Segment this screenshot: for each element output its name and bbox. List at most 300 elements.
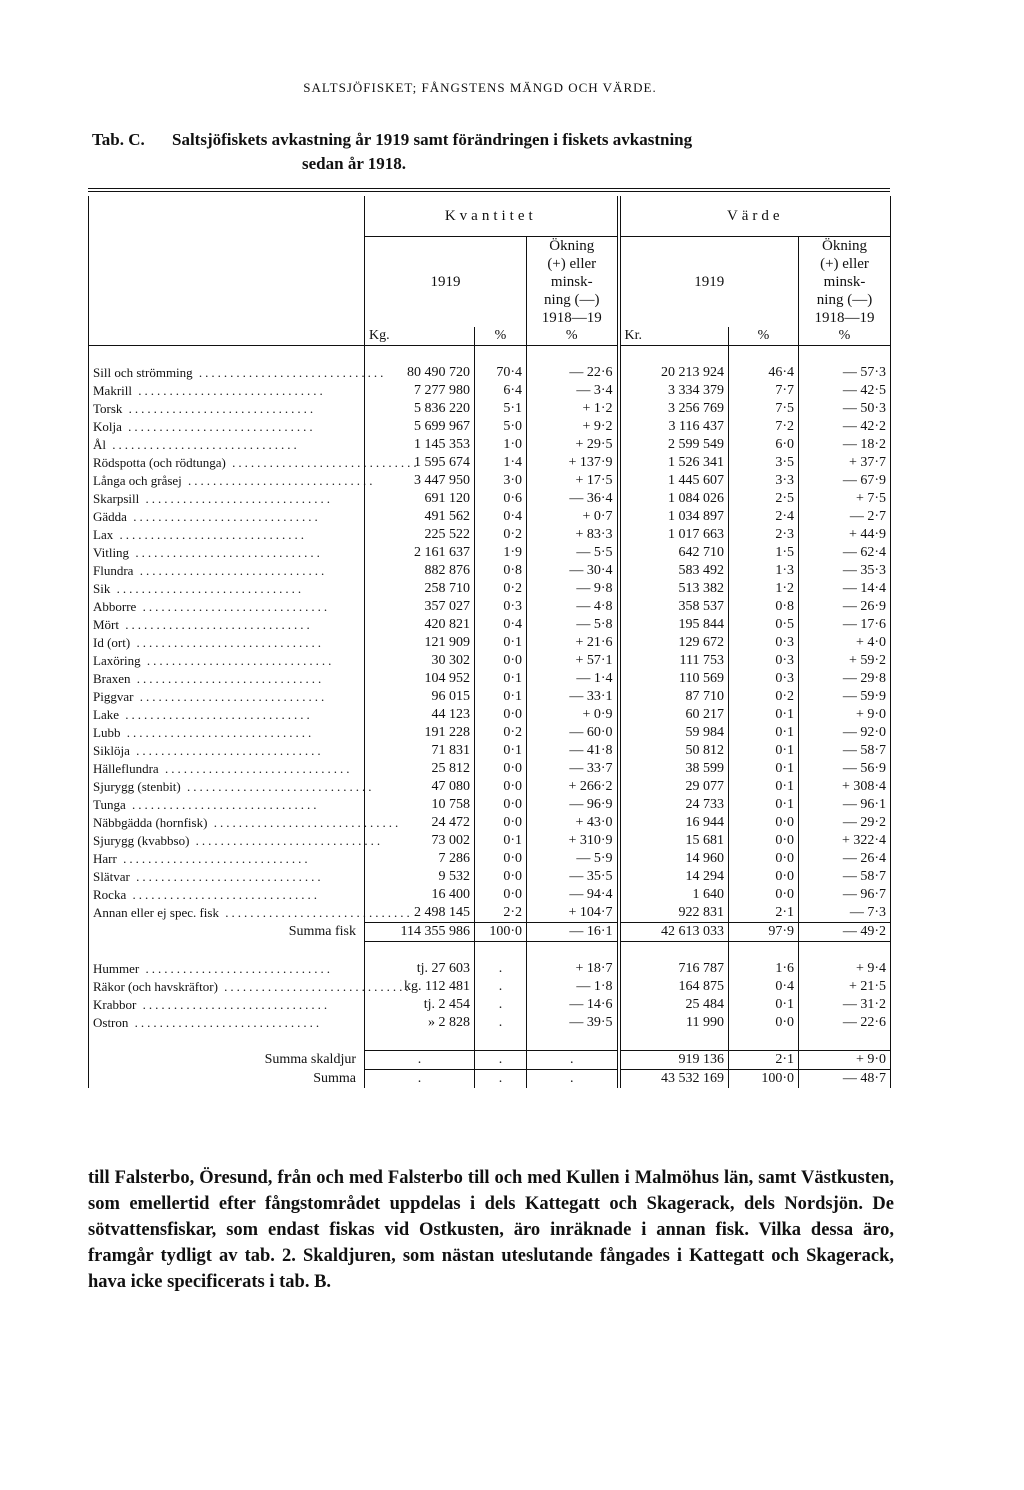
row-kr-pct: 3·5 <box>729 454 799 472</box>
fish-row <box>89 634 891 652</box>
leader-dots: .............................. <box>118 707 313 722</box>
row-kr: 195 844 <box>619 616 729 634</box>
row-kg: 104 952 <box>365 670 475 688</box>
row-kg-pct: . <box>475 996 527 1014</box>
leader-dots: .............................. <box>125 797 320 812</box>
row-kr-pct: 0·5 <box>729 616 799 634</box>
header-blank <box>89 327 365 346</box>
table-caption <box>92 128 892 176</box>
leader-dots: .............................. <box>116 851 311 866</box>
row-kr-pct: 0·8 <box>729 598 799 616</box>
gap-row <box>89 1032 891 1051</box>
row-kr-change: + 7·5 <box>799 490 891 508</box>
row-kr-change: — 35·3 <box>799 562 891 580</box>
row-kg: 73 002 <box>365 832 475 850</box>
row-kg: 47 080 <box>365 778 475 796</box>
row-kg: tj. 2 454 <box>365 996 475 1014</box>
leader-dots: .............................. <box>128 1015 323 1030</box>
row-kg-change: + 266·2 <box>527 778 619 796</box>
row-kg-change: + 310·9 <box>527 832 619 850</box>
row-kg-pct: 0·0 <box>475 652 527 670</box>
row-name-text: Sjurygg (kvabbso) <box>93 833 190 848</box>
row-name-text: Lax <box>93 527 114 542</box>
row-kg: 191 228 <box>365 724 475 742</box>
row-name-text: Ål <box>93 437 106 452</box>
row-name-text: Sjurygg (stenbit) <box>93 779 181 794</box>
row-kg-change: — 96·9 <box>527 796 619 814</box>
fish-row <box>89 490 891 508</box>
row-name-text: Harr <box>93 851 117 866</box>
row-kg-change: + 21·6 <box>527 634 619 652</box>
row-kr: 1 034 897 <box>619 508 729 526</box>
row-kg-change: + 1·2 <box>527 400 619 418</box>
fish-row <box>89 400 891 418</box>
row-kg-change: — 41·8 <box>527 742 619 760</box>
header-kvantitet-change <box>527 237 619 328</box>
row-kr-pct: 0·1 <box>729 760 799 778</box>
row-kr-change: + 59·2 <box>799 652 891 670</box>
row-kr: 15 681 <box>619 832 729 850</box>
row-kr: 60 217 <box>619 706 729 724</box>
row-name-text: Abborre <box>93 599 137 614</box>
row-kr-change: — 26·4 <box>799 850 891 868</box>
row-kg-pct: 5·1 <box>475 400 527 418</box>
row-name-text: Laxöring <box>93 653 141 668</box>
leader-dots: .............................. <box>136 599 331 614</box>
row-kg: 16 400 <box>365 886 475 904</box>
fish-row <box>89 724 891 742</box>
row-kg-change: + 0·9 <box>527 706 619 724</box>
row-kr-pct: 7·7 <box>729 382 799 400</box>
fish-row <box>89 508 891 526</box>
summa-skaldjur-kg-pct: . <box>475 1051 527 1070</box>
row-kr-change: + 9·4 <box>799 960 891 978</box>
row-kr: 111 753 <box>619 652 729 670</box>
row-name <box>89 814 402 832</box>
row-kg-pct: 0·1 <box>475 832 527 850</box>
row-kg: 5 836 220 <box>365 400 475 418</box>
summa-skaldjur-kr: 919 136 <box>619 1051 729 1070</box>
leader-dots: .............................. <box>140 653 335 668</box>
fish-row <box>89 904 891 923</box>
catch-table <box>88 196 891 1088</box>
row-kg-pct: 0·4 <box>475 616 527 634</box>
row-kr-pct: 0·1 <box>729 724 799 742</box>
row-kg-change: — 4·8 <box>527 598 619 616</box>
row-name-text: Gädda <box>93 509 127 524</box>
change-label-3: minsk- <box>550 274 593 290</box>
row-kg-pct: 0·1 <box>475 670 527 688</box>
unit-kg-change-pct: % <box>527 327 619 346</box>
change-label-2: (+) eller <box>820 256 869 272</box>
row-kg-change: — 3·4 <box>527 382 619 400</box>
row-name-text: Krabbor <box>93 997 137 1012</box>
fish-row <box>89 526 891 544</box>
fish-row <box>89 544 891 562</box>
header-varde: Värde <box>619 196 891 237</box>
leader-dots: .............................. <box>139 491 333 506</box>
summa-row <box>89 1070 891 1089</box>
row-kg: 357 027 <box>365 598 475 616</box>
fish-row <box>89 688 891 706</box>
row-kg: 10 758 <box>365 796 475 814</box>
row-kg-change: — 94·4 <box>527 886 619 904</box>
row-kr-pct: 0·0 <box>729 868 799 886</box>
row-kg-pct: 0·0 <box>475 706 527 724</box>
row-kr-change: + 21·5 <box>799 978 891 996</box>
change-label-1: Ökning <box>549 238 595 254</box>
header-gap-row <box>89 346 891 365</box>
row-name-text: Sik <box>93 581 111 596</box>
summa-fisk-kg-pct: 100·0 <box>475 923 527 942</box>
leader-dots: .............................. <box>181 473 376 488</box>
row-kr: 87 710 <box>619 688 729 706</box>
summa-skaldjur-kg-change: . <box>527 1051 619 1070</box>
row-name <box>89 850 365 868</box>
row-name <box>89 634 365 652</box>
row-kg-pct: 2·2 <box>475 904 527 923</box>
row-kg: tj. 27 603 <box>365 960 475 978</box>
fish-rows <box>89 364 891 923</box>
row-name-text: Sill och strömming <box>93 365 193 380</box>
row-kr-change: + 4·0 <box>799 634 891 652</box>
summa-skaldjur-label: Summa skaldjur <box>89 1051 365 1070</box>
row-kg: 1 595 674 <box>365 454 475 472</box>
leader-dots: .............................. <box>218 905 413 921</box>
row-kr-change: — 18·2 <box>799 436 891 454</box>
row-kg-pct: 0·6 <box>475 490 527 508</box>
row-kg-pct: 0·3 <box>475 598 527 616</box>
row-name-text: Tunga <box>93 797 126 812</box>
row-kr-change: — 26·9 <box>799 598 891 616</box>
summa-skaldjur-kr-change: + 9·0 <box>799 1051 891 1070</box>
row-kg-change: — 30·4 <box>527 562 619 580</box>
row-kr-pct: 0·0 <box>729 832 799 850</box>
row-name <box>89 724 365 742</box>
leader-dots: .............................. <box>207 815 402 830</box>
row-name <box>89 706 365 724</box>
row-kr-pct: 1·3 <box>729 562 799 580</box>
header-kvantitet: Kvantitet <box>365 196 619 237</box>
leader-dots: .............................. <box>126 509 321 524</box>
change-label-4: ning (—) <box>544 292 600 308</box>
leader-dots: .............................. <box>120 725 315 740</box>
row-kg-change: — 14·6 <box>527 996 619 1014</box>
row-name <box>89 598 365 616</box>
summa-kg: . <box>365 1070 475 1089</box>
fish-row <box>89 616 891 634</box>
leader-dots: .............................. <box>217 979 412 994</box>
row-kg: 882 876 <box>365 562 475 580</box>
row-name <box>89 742 365 760</box>
row-kr: 2 599 549 <box>619 436 729 454</box>
leader-dots: .............................. <box>130 635 324 650</box>
row-kr: 1 084 026 <box>619 490 729 508</box>
fish-row <box>89 778 891 796</box>
summa-skaldjur-row <box>89 1051 891 1070</box>
fish-row <box>89 454 891 472</box>
leader-dots: .............................. <box>113 527 307 542</box>
row-kr-pct: 0·2 <box>729 688 799 706</box>
row-kg-pct: . <box>475 960 527 978</box>
header-blank <box>89 237 365 328</box>
row-kr: 1 445 607 <box>619 472 729 490</box>
summa-kg-pct: . <box>475 1070 527 1089</box>
row-kr: 16 944 <box>619 814 729 832</box>
leader-dots: .............................. <box>121 419 316 434</box>
header-group-row <box>89 196 891 237</box>
row-kr-change: — 29·8 <box>799 670 891 688</box>
row-kr-pct: 0·4 <box>729 978 799 996</box>
row-kg: 96 015 <box>365 688 475 706</box>
row-kg: 258 710 <box>365 580 475 598</box>
row-kr: 59 984 <box>619 724 729 742</box>
row-kr-pct: 0·0 <box>729 1014 799 1032</box>
row-kr-pct: 0·0 <box>729 850 799 868</box>
row-name <box>89 832 384 850</box>
row-kr: 110 569 <box>619 670 729 688</box>
fish-row <box>89 436 891 454</box>
row-name-text: Id (ort) <box>93 635 131 650</box>
row-kr-change: — 2·7 <box>799 508 891 526</box>
row-kg: » 2 828 <box>365 1014 475 1032</box>
fish-row <box>89 760 891 778</box>
row-kr-pct: 0·1 <box>729 996 799 1014</box>
row-kg: 25 812 <box>365 760 475 778</box>
row-kg-change: + 29·5 <box>527 436 619 454</box>
row-kr-change: — 62·4 <box>799 544 891 562</box>
row-kr-pct: 0·1 <box>729 706 799 724</box>
row-kg-pct: 0·4 <box>475 508 527 526</box>
row-kr: 20 213 924 <box>619 364 729 382</box>
row-kr-change: — 22·6 <box>799 1014 891 1032</box>
summa-skaldjur-kg: . <box>365 1051 475 1070</box>
header-varde-change <box>799 237 891 328</box>
row-name <box>89 508 365 526</box>
row-kg-change: — 5·9 <box>527 850 619 868</box>
shellfish-rows <box>89 960 891 1032</box>
row-kr: 3 116 437 <box>619 418 729 436</box>
row-name <box>89 688 365 706</box>
change-label-5: 1918—19 <box>541 310 602 326</box>
row-kg: 491 562 <box>365 508 475 526</box>
row-kr: 14 960 <box>619 850 729 868</box>
row-kr: 14 294 <box>619 868 729 886</box>
row-kr: 583 492 <box>619 562 729 580</box>
row-kr: 50 812 <box>619 742 729 760</box>
row-kg-change: — 60·0 <box>527 724 619 742</box>
header-kvantitet-year: 1919 <box>365 237 527 328</box>
row-kg-pct: 0·8 <box>475 562 527 580</box>
row-kg-pct: 1·9 <box>475 544 527 562</box>
row-kg-change: — 5·5 <box>527 544 619 562</box>
row-kr-pct: 0·3 <box>729 670 799 688</box>
leader-dots: .............................. <box>106 437 300 452</box>
row-kg-pct: 0·0 <box>475 850 527 868</box>
change-label-4: ning (—) <box>816 292 873 308</box>
row-kg-pct: . <box>475 978 527 996</box>
row-kg: 24 472 <box>365 814 475 832</box>
row-name <box>89 778 375 796</box>
row-kg: 121 909 <box>365 634 475 652</box>
row-name-text: Flundra <box>93 563 134 578</box>
row-kr-change: — 92·0 <box>799 724 891 742</box>
row-kr-change: — 42·5 <box>799 382 891 400</box>
row-kr-change: — 58·7 <box>799 742 891 760</box>
row-kg-change: + 18·7 <box>527 960 619 978</box>
row-kg: 420 821 <box>365 616 475 634</box>
row-kg: 71 831 <box>365 742 475 760</box>
row-name <box>89 652 365 670</box>
row-kg-pct: 5·0 <box>475 418 527 436</box>
row-kg-pct: 0·0 <box>475 796 527 814</box>
fish-row <box>89 580 891 598</box>
row-name-text: Långa och gråsej <box>93 473 182 488</box>
unit-kg-pct: % <box>475 327 527 346</box>
shellfish-row <box>89 978 891 996</box>
row-name-text: Räkor (och havskräftor) <box>93 979 218 994</box>
row-kg-pct: 0·0 <box>475 868 527 886</box>
row-kg-change: — 1·4 <box>527 670 619 688</box>
shellfish-row <box>89 996 891 1014</box>
row-kr: 513 382 <box>619 580 729 598</box>
row-name <box>89 760 365 778</box>
row-name-text: Makrill <box>93 383 132 398</box>
row-kr-pct: 6·0 <box>729 436 799 454</box>
fish-row <box>89 670 891 688</box>
table-top-rule <box>88 188 890 192</box>
leader-dots: .............................. <box>122 401 317 416</box>
row-kr-change: — 7·3 <box>799 904 891 923</box>
row-kr-pct: 3·3 <box>729 472 799 490</box>
summa-fisk-kr: 42 613 033 <box>619 923 729 942</box>
row-kg-change: — 1·8 <box>527 978 619 996</box>
summa-kr-change: — 48·7 <box>799 1070 891 1089</box>
row-name-text: Braxen <box>93 671 131 686</box>
row-name <box>89 868 365 886</box>
summa-fisk-label: Summa fisk <box>89 923 365 942</box>
leader-dots: .............................. <box>136 997 331 1012</box>
leader-dots: .............................. <box>129 545 323 560</box>
row-kr-change: — 29·2 <box>799 814 891 832</box>
row-kr-pct: 0·1 <box>729 778 799 796</box>
fish-row <box>89 850 891 868</box>
fish-row <box>89 418 891 436</box>
header-varde-year: 1919 <box>619 237 799 328</box>
summa-fisk-kr-pct: 97·9 <box>729 923 799 942</box>
leader-dots: .............................. <box>110 581 305 596</box>
row-name <box>89 436 365 454</box>
leader-dots: .............................. <box>189 833 384 848</box>
row-name <box>89 544 365 562</box>
row-name-text: Siklöja <box>93 743 130 758</box>
row-kg-pct: 0·0 <box>475 760 527 778</box>
row-name-text: Kolja <box>93 419 122 434</box>
row-name <box>89 670 365 688</box>
change-label-3: minsk- <box>823 274 866 290</box>
row-name <box>89 364 387 382</box>
row-kr: 25 484 <box>619 996 729 1014</box>
row-kg-change: + 9·2 <box>527 418 619 436</box>
unit-kg: Kg. <box>365 327 475 346</box>
row-kg-pct: 70·4 <box>475 364 527 382</box>
row-kr: 38 599 <box>619 760 729 778</box>
row-name <box>89 1014 365 1032</box>
leader-dots: .............................. <box>132 383 326 398</box>
leader-dots: .............................. <box>119 617 313 632</box>
row-name-text: Slätvar <box>93 869 130 884</box>
row-kr-change: — 14·4 <box>799 580 891 598</box>
row-kr: 1 526 341 <box>619 454 729 472</box>
row-kr: 11 990 <box>619 1014 729 1032</box>
row-kr: 29 077 <box>619 778 729 796</box>
row-kg-pct: 6·4 <box>475 382 527 400</box>
row-kg: 80 490 720 <box>365 364 475 382</box>
row-kg-pct: 1·0 <box>475 436 527 454</box>
leader-dots: .............................. <box>225 455 420 470</box>
row-name <box>89 400 365 418</box>
row-name <box>89 490 365 508</box>
row-kr: 716 787 <box>619 960 729 978</box>
leader-dots: .............................. <box>158 761 353 776</box>
row-kg-pct: 0·0 <box>475 814 527 832</box>
row-kr-change: — 50·3 <box>799 400 891 418</box>
row-name-text: Annan eller ej spec. fisk <box>93 905 219 921</box>
row-kr-change: + 37·7 <box>799 454 891 472</box>
row-name <box>89 472 376 490</box>
fish-row <box>89 706 891 724</box>
row-kg-change: + 0·7 <box>527 508 619 526</box>
row-kg: kg. 112 481 <box>365 978 475 996</box>
row-kg: 44 123 <box>365 706 475 724</box>
row-kr-pct: 2·4 <box>729 508 799 526</box>
row-kg-pct: 0·0 <box>475 886 527 904</box>
row-kg-change: + 104·7 <box>527 904 619 923</box>
row-name-text: Rocka <box>93 887 127 902</box>
fish-row <box>89 562 891 580</box>
row-kr-change: — 58·7 <box>799 868 891 886</box>
row-kg-change: — 5·8 <box>527 616 619 634</box>
row-kg-pct: 0·2 <box>475 580 527 598</box>
row-kr-pct: 7·2 <box>729 418 799 436</box>
fish-row <box>89 598 891 616</box>
row-kg-pct: 0·0 <box>475 778 527 796</box>
row-kg-pct: 0·1 <box>475 688 527 706</box>
row-kr-change: — 17·6 <box>799 616 891 634</box>
row-kr: 1 640 <box>619 886 729 904</box>
row-kg: 1 145 353 <box>365 436 475 454</box>
row-kr-pct: 2·3 <box>729 526 799 544</box>
gap-row <box>89 942 891 961</box>
row-name <box>89 960 365 978</box>
row-kg-change: + 83·3 <box>527 526 619 544</box>
row-kg-pct: . <box>475 1014 527 1032</box>
row-kg-change: — 33·7 <box>527 760 619 778</box>
row-kg-change: — 39·5 <box>527 1014 619 1032</box>
row-name <box>89 996 365 1014</box>
row-name-text: Lubb <box>93 725 121 740</box>
row-kg-pct: 1·4 <box>475 454 527 472</box>
summa-fisk-row <box>89 923 891 942</box>
row-kr-change: — 96·7 <box>799 886 891 904</box>
row-kg: 30 302 <box>365 652 475 670</box>
row-name-text: Skarpsill <box>93 491 140 506</box>
change-label-2: (+) eller <box>547 256 597 272</box>
row-kr-change: — 42·2 <box>799 418 891 436</box>
row-kg-change: — 22·6 <box>527 364 619 382</box>
row-kg-pct: 0·2 <box>475 724 527 742</box>
running-header: SALTSJÖFISKET; FÅNGSTENS MÄNGD OCH VÄRDE. <box>303 80 657 95</box>
